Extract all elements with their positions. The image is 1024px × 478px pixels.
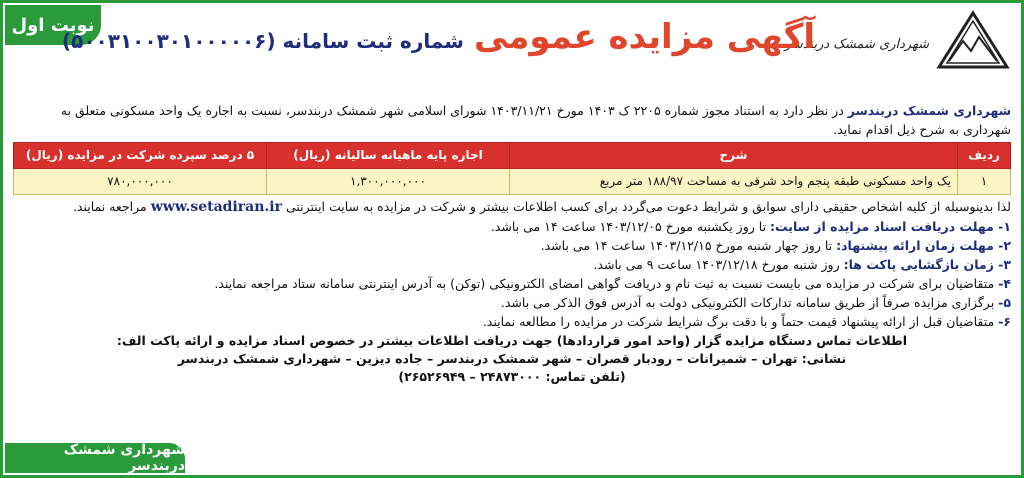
logo-text: شهرداری شمشک دربندسر — [784, 37, 929, 52]
auction-table — [13, 142, 1011, 195]
item-4-text: متقاضیان برای شرکت در مزایده می بایست نسبت به ثبت نام و دریافت گواهی امضای الکترونیکی (توکن) به آدرس اینترنتی سامانه ستاد مراجعه نمایند. — [214, 276, 999, 291]
header — [62, 17, 815, 57]
item-5 — [13, 293, 1011, 312]
item-6-text: متقاضیان قبل از ارائه پیشنهاد قیمت حتماً و با دقت برگ شرایط شرکت در مزایده را مطالعه نمایند. — [482, 314, 999, 329]
cell-desc: یک واحد مسکونی طبقه پنجم واحد شرقی به مساحت ۱۸۸/۹۷ متر مربع — [510, 169, 958, 195]
footer-org: شهرداری شمشک دربندسر — [5, 443, 185, 473]
invite-text: لذا بدینوسیله از کلیه اشخاص حقیقی دارای سوابق و شرایط دعوت می‌گردد برای کسب اطلاعات بیشتر و شرکت در مزایده به سایت اینترنتی — [281, 199, 1011, 214]
item-2 — [13, 236, 1011, 255]
municipality-logo-icon — [935, 9, 1011, 71]
contact-block — [13, 332, 1011, 386]
intro-text: در نظر دارد به استناد مجوز شماره ۲۲۰۵ ک ۱۴۰۳ مورخ ۱۴۰۳/۱۱/۲۱ شورای اسلامی شهر شمشک دربندسر، نسبت به اجاره یک واحد مسکونی متعلق به شهرداری به شرح ذیل اقدام نماید. — [60, 103, 1011, 137]
col-rent: اجاره پایه ماهیانه سالیانه (ریال) — [267, 143, 510, 169]
table-row — [14, 169, 1011, 195]
item-6 — [13, 312, 1011, 331]
item-5-text: برگزاری مزایده صرفاً از طریق سامانه تدارکات الکترونیکی دولت به آدرس فوق الذکر می باشد. — [500, 295, 999, 310]
col-desc: شرح — [510, 143, 958, 169]
notice-body — [13, 101, 1011, 386]
item-3 — [13, 255, 1011, 274]
contact-line-1: اطلاعات تماس دستگاه مزایده گزار (واحد امور قراردادها) جهت دریافت اطلاعات بیشتر در خصوص اسناد مزایده و ارائه پاکت الف: — [116, 333, 908, 348]
table-header-row — [14, 143, 1011, 169]
intro-paragraph — [13, 101, 1011, 139]
item-4-label: ۴- — [998, 276, 1011, 291]
item-4 — [13, 274, 1011, 293]
col-deposit: ۵ درصد سپرده شرکت در مزایده (ریال) — [14, 143, 267, 169]
registration-number: شماره ثبت سامانه (۵۰۰۳۱۰۰۳۰۱۰۰۰۰۰۶) — [61, 29, 464, 53]
invite-tail: مراجعه نمایند. — [72, 199, 151, 214]
item-2-text: تا روز چهار شنبه مورخ ۱۴۰۳/۱۲/۱۵ ساعت ۱۴ می باشد. — [540, 238, 837, 253]
website-link[interactable]: www.setadiran.ir — [150, 199, 282, 215]
item-3-text: روز شنبه مورخ ۱۴۰۳/۱۲/۱۸ ساعت ۹ می باشد. — [593, 257, 844, 272]
contact-address: نشانی: تهران – شمیرانات – رودبار قصران – شهر شمشک دربندسر – جاده دیزین – شهرداری شمشک دربندسر — [177, 351, 847, 366]
cell-deposit: ۷۸۰,۰۰۰,۰۰۰ — [14, 169, 267, 195]
item-1-text: تا روز یکشنبه مورخ ۱۴۰۳/۱۲/۰۵ ساعت ۱۴ می باشد. — [490, 219, 771, 234]
item-5-label: ۵- — [998, 295, 1011, 310]
col-row: ردیف — [958, 143, 1011, 169]
cell-rent: ۱,۳۰۰,۰۰۰,۰۰۰ — [267, 169, 510, 195]
item-3-label: ۳- زمان بازگشایی پاکت ها: — [843, 257, 1011, 272]
invite-paragraph — [13, 197, 1011, 217]
intro-org: شهرداری شمشک دربندسر — [847, 103, 1011, 118]
item-6-label: ۶- — [998, 314, 1011, 329]
item-1-label: ۱- مهلت دریافت اسناد مزایده از سایت: — [770, 219, 1011, 234]
page-title: آگهی مزایده عمومی — [473, 17, 815, 57]
contact-phone: (تلفن تماس: ۲۴۸۷۳۰۰۰ – ۲۶۵۲۶۹۴۹) — [398, 369, 626, 384]
cell-row: ۱ — [958, 169, 1011, 195]
item-2-label: ۲- مهلت زمان ارائه پیشنهاد: — [836, 238, 1011, 253]
item-1 — [13, 217, 1011, 236]
notice-round-badge: نوبت اول — [5, 5, 101, 45]
